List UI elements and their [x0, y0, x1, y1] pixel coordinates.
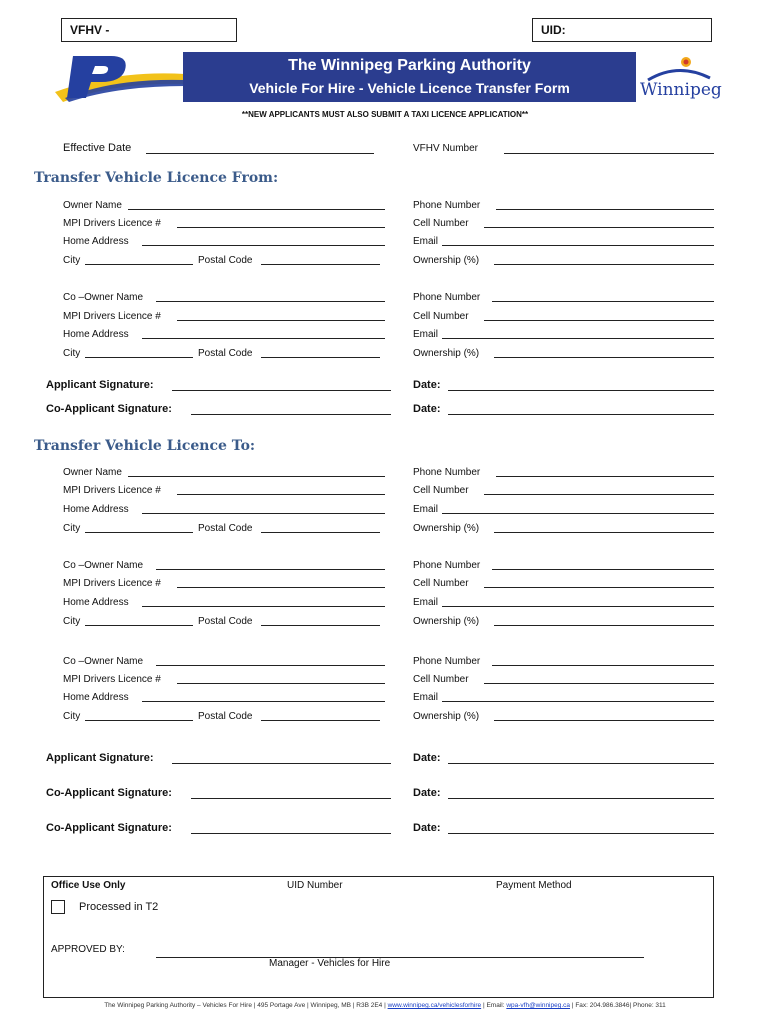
postal-code-label: Postal Code	[198, 711, 253, 722]
applicant-signature-input[interactable]	[172, 763, 391, 764]
banner-title: The Winnipeg Parking Authority	[288, 57, 531, 74]
cell-number-input[interactable]	[484, 683, 714, 684]
ownership-input[interactable]	[494, 357, 714, 358]
email-input[interactable]	[442, 245, 714, 246]
postal-code-label: Postal Code	[198, 616, 253, 627]
applicant-signature-label: Applicant Signature:	[46, 752, 154, 764]
city-label: City	[63, 523, 81, 534]
ownership-label: Ownership (%)	[413, 711, 480, 722]
mpi-licence-label: MPI Drivers Licence #	[63, 311, 161, 322]
cell-number-input[interactable]	[484, 587, 714, 588]
mpi-licence-input[interactable]	[177, 683, 385, 684]
postal-code-label: Postal Code	[198, 348, 253, 359]
ownership-input[interactable]	[494, 264, 714, 265]
email-input[interactable]	[442, 513, 714, 514]
ownership-input[interactable]	[494, 720, 714, 721]
postal-code-label: Postal Code	[198, 255, 253, 266]
uid-number-label: UID Number	[287, 880, 343, 891]
date-input[interactable]	[448, 798, 714, 799]
owner-name-input[interactable]	[128, 209, 385, 210]
ownership-input[interactable]	[494, 625, 714, 626]
footer-email-link[interactable]: wpa-vfh@winnipeg.ca	[506, 1002, 571, 1009]
footer-email-label: | Email:	[481, 1002, 507, 1009]
date-label: Date:	[413, 752, 441, 764]
home-address-input[interactable]	[142, 606, 385, 607]
home-address-label: Home Address	[63, 692, 129, 703]
postal-code-input[interactable]	[261, 264, 380, 265]
uid-field[interactable]	[532, 18, 712, 42]
email-label: Email	[413, 329, 439, 340]
co-applicant-signature-input[interactable]	[191, 833, 391, 834]
co-applicant-signature-input[interactable]	[191, 414, 391, 415]
home-address-input[interactable]	[142, 338, 385, 339]
postal-code-input[interactable]	[261, 357, 380, 358]
email-label: Email	[413, 597, 439, 608]
applicant-notice: **NEW APPLICANTS MUST ALSO SUBMIT A TAXI LICENCE APPLICATION**	[241, 110, 529, 119]
effective-date-label: Effective Date	[63, 142, 132, 154]
owner-name-label: Owner Name	[63, 200, 122, 211]
home-address-label: Home Address	[63, 504, 129, 515]
manager-label: Manager - Vehicles for Hire	[269, 958, 391, 969]
city-input[interactable]	[85, 625, 193, 626]
cell-number-input[interactable]	[484, 227, 714, 228]
applicant-signature-input[interactable]	[172, 390, 391, 391]
ownership-label: Ownership (%)	[413, 616, 480, 627]
effective-date-input[interactable]	[146, 153, 374, 154]
cell-number-input[interactable]	[484, 494, 714, 495]
date-label: Date:	[413, 379, 441, 391]
email-input[interactable]	[442, 701, 714, 702]
co-applicant-signature-label: Co-Applicant Signature:	[46, 822, 172, 834]
date-label: Date:	[413, 403, 441, 415]
email-input[interactable]	[442, 606, 714, 607]
phone-number-input[interactable]	[492, 665, 714, 666]
co-owner-name-label: Co –Owner Name	[63, 292, 144, 303]
cell-number-label: Cell Number	[413, 485, 469, 496]
mpi-licence-input[interactable]	[177, 320, 385, 321]
office-use-box	[43, 876, 714, 998]
vfhv-label: VFHV -	[70, 23, 110, 37]
cell-number-label: Cell Number	[413, 218, 469, 229]
mpi-licence-label: MPI Drivers Licence #	[63, 674, 161, 685]
vfhv-number-input[interactable]	[504, 153, 714, 154]
vfhv-field[interactable]	[61, 18, 237, 42]
section-title-to: Transfer Vehicle Licence To:	[34, 438, 256, 454]
cell-number-label: Cell Number	[413, 578, 469, 589]
mpi-licence-label: MPI Drivers Licence #	[63, 578, 161, 589]
ownership-label: Ownership (%)	[413, 255, 480, 266]
postal-code-input[interactable]	[261, 532, 380, 533]
payment-method-label: Payment Method	[496, 880, 572, 891]
page-footer	[0, 1002, 770, 1009]
city-input[interactable]	[85, 720, 193, 721]
cell-number-input[interactable]	[484, 320, 714, 321]
postal-code-input[interactable]	[261, 720, 380, 721]
phone-number-input[interactable]	[492, 569, 714, 570]
email-input[interactable]	[442, 338, 714, 339]
winnipeg-wordmark: Winnipeg	[640, 80, 722, 100]
city-input[interactable]	[85, 357, 193, 358]
postal-code-label: Postal Code	[198, 523, 253, 534]
processed-t2-checkbox[interactable]	[51, 900, 65, 914]
home-address-input[interactable]	[142, 701, 385, 702]
mpi-licence-label: MPI Drivers Licence #	[63, 218, 161, 229]
city-label: City	[63, 616, 81, 627]
email-label: Email	[413, 504, 439, 515]
city-input[interactable]	[85, 264, 193, 265]
home-address-label: Home Address	[63, 329, 129, 340]
footer-contact: | Fax: 204.986.3846| Phone: 311	[570, 1002, 666, 1009]
home-address-label: Home Address	[63, 236, 129, 247]
home-address-input[interactable]	[142, 513, 385, 514]
co-owner-name-label: Co –Owner Name	[63, 560, 144, 571]
cell-number-label: Cell Number	[413, 311, 469, 322]
approved-by-label: APPROVED BY:	[51, 944, 125, 955]
phone-number-input[interactable]	[492, 301, 714, 302]
mpi-licence-input[interactable]	[177, 587, 385, 588]
ownership-label: Ownership (%)	[413, 523, 480, 534]
office-use-label: Office Use Only	[51, 880, 126, 891]
mpi-licence-input[interactable]	[177, 494, 385, 495]
postal-code-input[interactable]	[261, 625, 380, 626]
ownership-input[interactable]	[494, 532, 714, 533]
home-address-input[interactable]	[142, 245, 385, 246]
date-label: Date:	[413, 822, 441, 834]
phone-number-input[interactable]	[496, 476, 714, 477]
phone-number-label: Phone Number	[413, 200, 481, 211]
co-applicant-signature-label: Co-Applicant Signature:	[46, 403, 172, 415]
winnipeg-emblem-icon	[638, 52, 718, 82]
phone-number-label: Phone Number	[413, 467, 481, 478]
home-address-label: Home Address	[63, 597, 129, 608]
co-applicant-signature-input[interactable]	[191, 798, 391, 799]
cell-number-label: Cell Number	[413, 674, 469, 685]
co-owner-name-label: Co –Owner Name	[63, 656, 144, 667]
ownership-label: Ownership (%)	[413, 348, 480, 359]
co-owner-name-input[interactable]	[156, 665, 385, 666]
banner-subtitle: Vehicle For Hire - Vehicle Licence Transfer Form	[249, 80, 570, 96]
date-input[interactable]	[448, 833, 714, 834]
winnipeg-logo	[638, 52, 722, 102]
parking-authority-logo	[55, 52, 185, 104]
city-label: City	[63, 711, 81, 722]
co-owner-name-input[interactable]	[156, 301, 385, 302]
co-applicant-signature-label: Co-Applicant Signature:	[46, 787, 172, 799]
footer-address: The Winnipeg Parking Authority – Vehicles For Hire | 495 Portage Ave | Winnipeg, MB | R3B 2E4 |	[104, 1002, 388, 1009]
owner-name-input[interactable]	[128, 476, 385, 477]
form-banner	[183, 52, 636, 102]
email-label: Email	[413, 236, 439, 247]
applicant-signature-label: Applicant Signature:	[46, 379, 154, 391]
uid-label: UID:	[541, 23, 566, 37]
phone-number-label: Phone Number	[413, 560, 481, 571]
owner-name-label: Owner Name	[63, 467, 122, 478]
date-input[interactable]	[448, 763, 714, 764]
phone-number-label: Phone Number	[413, 656, 481, 667]
city-label: City	[63, 348, 81, 359]
co-owner-name-input[interactable]	[156, 569, 385, 570]
date-input[interactable]	[448, 390, 714, 391]
phone-number-label: Phone Number	[413, 292, 481, 303]
date-label: Date:	[413, 787, 441, 799]
mpi-licence-label: MPI Drivers Licence #	[63, 485, 161, 496]
approved-by-signature-input[interactable]	[156, 957, 644, 958]
city-label: City	[63, 255, 81, 266]
processed-t2-label: Processed in T2	[79, 901, 159, 913]
footer-website-link[interactable]: www.winnipeg.ca/vehiclesforhire	[387, 1002, 482, 1009]
phone-number-input[interactable]	[496, 209, 714, 210]
section-title-from: Transfer Vehicle Licence From:	[34, 170, 279, 186]
vfhv-number-label: VFHV Number	[413, 143, 479, 154]
email-label: Email	[413, 692, 439, 703]
date-input[interactable]	[448, 414, 714, 415]
city-input[interactable]	[85, 532, 193, 533]
mpi-licence-input[interactable]	[177, 227, 385, 228]
